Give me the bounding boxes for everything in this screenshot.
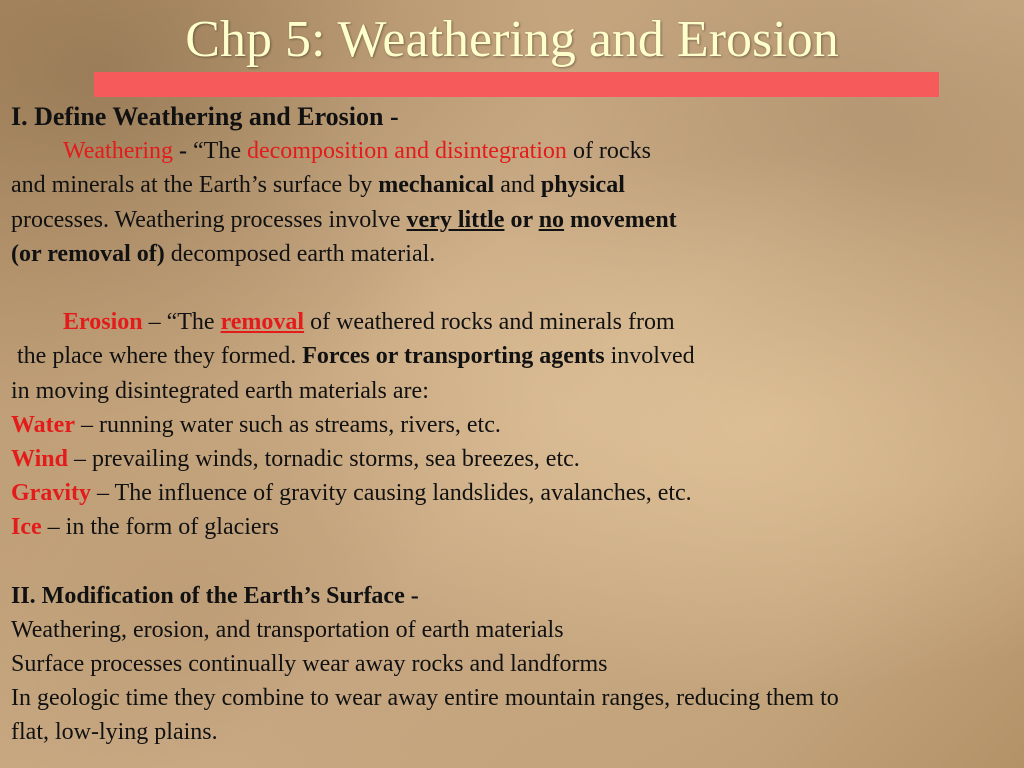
agent-name: Gravity: [11, 480, 91, 507]
agent-gravity: [11, 476, 1016, 510]
erosion-removal: removal: [220, 309, 305, 336]
section-1-heading: I. Define Weathering and Erosion -: [11, 102, 399, 131]
agent-name: Wind: [11, 445, 68, 472]
erosion-line-2: [11, 339, 1016, 373]
weathering-movement: movement: [564, 206, 677, 233]
weathering-physical: physical: [540, 172, 625, 199]
erosion-forces: Forces or transporting agents: [302, 343, 605, 370]
erosion-line-3: in moving disintegrated earth materials are:: [11, 377, 429, 404]
weathering-line-3: [11, 203, 1016, 237]
erosion-term: Erosion: [63, 309, 143, 336]
agent-water: [11, 408, 1016, 442]
weathering-no: no: [538, 206, 565, 233]
weathering-l4-b: decomposed earth material.: [164, 240, 436, 267]
weathering-highlight: decomposition and disintegration: [246, 138, 567, 165]
weathering-line-1-end: of rocks: [566, 138, 651, 165]
weathering-mechanical: mechanical: [378, 172, 495, 199]
weathering-quote-open: “The: [193, 138, 247, 165]
spacer: [11, 271, 1016, 305]
agent-ice: [11, 510, 1016, 544]
weathering-line-4: [11, 237, 1016, 271]
section-2-line: Surface processes continually wear away rocks and landforms: [11, 651, 608, 677]
slide-title: Chp 5: Weathering and Erosion: [185, 11, 839, 68]
agent-desc: – The influence of gravity causing landslides, avalanches, etc.: [90, 480, 692, 507]
agent-desc: – running water such as streams, rivers, etc.: [74, 411, 501, 438]
weathering-l3-a: processes. Weathering processes involve: [11, 206, 407, 233]
weathering-or-removal: (or removal of): [11, 240, 165, 267]
section-2-line: In geologic time they combine to wear away entire mountain ranges, reducing them to: [11, 685, 839, 712]
agent-desc: – in the form of glaciers: [41, 514, 279, 541]
weathering-term: Weathering: [63, 138, 174, 165]
slide-body: [11, 100, 1016, 750]
erosion-l2-a: the place where they formed.: [17, 343, 303, 370]
weathering-l2-c: and: [494, 172, 541, 199]
agent-desc: – prevailing winds, tornadic storms, sea breezes, etc.: [67, 445, 580, 472]
weathering-or: or: [504, 206, 539, 233]
erosion-l2-c: involved: [604, 343, 695, 370]
weathering-dash: -: [173, 138, 194, 165]
agent-name: Ice: [11, 514, 42, 541]
title-underline-bar: [94, 72, 939, 97]
section-2-line: flat, low-lying plains.: [11, 719, 218, 746]
weathering-line-2: [11, 168, 1016, 202]
erosion-line-1-end: of weathered rocks and minerals from: [304, 309, 675, 336]
section-2-line: Weathering, erosion, and transportation of earth materials: [11, 616, 564, 643]
weathering-l2-a: and minerals at the Earth’s surface by: [11, 172, 379, 199]
agent-wind: [11, 442, 1016, 476]
erosion-line-1: [11, 305, 1016, 339]
spacer: [11, 544, 1016, 578]
erosion-dash: – “The: [142, 309, 221, 336]
section-2-heading: II. Modification of the Earth’s Surface -: [11, 582, 419, 609]
agent-name: Water: [11, 411, 75, 438]
weathering-line-1: [11, 134, 1016, 168]
weathering-very-little: very little: [406, 206, 505, 233]
